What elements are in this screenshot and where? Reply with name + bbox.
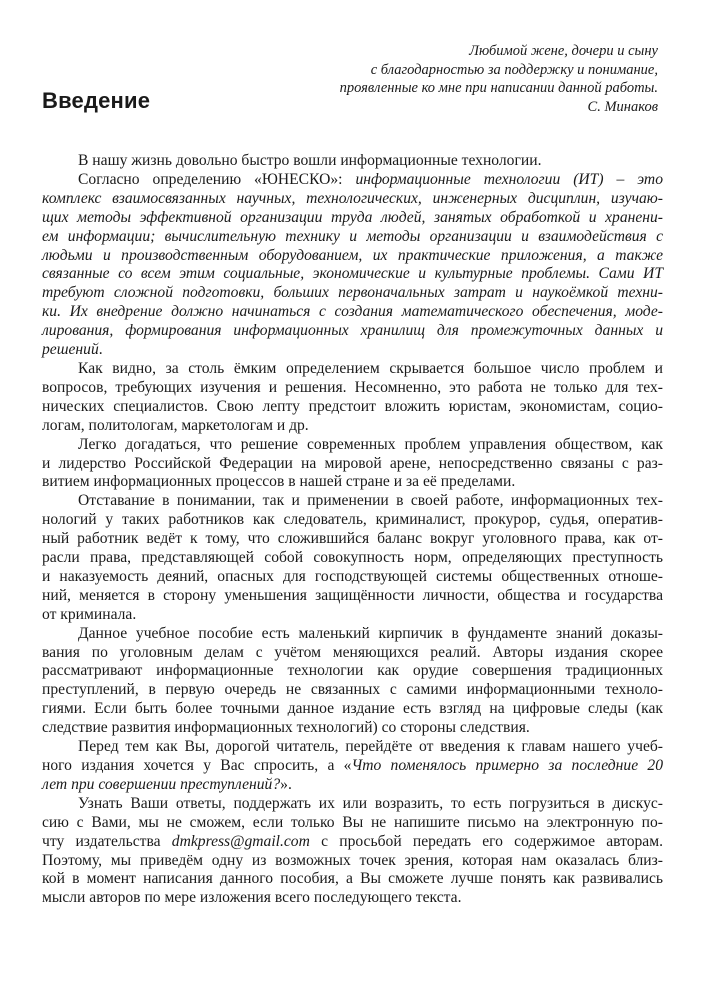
italic-text: комплекс взаимосвязанных научных, технологических, инженерных дисциплин, изучаю-: [42, 189, 663, 207]
italic-text: требуют сложной подготовки, больших первоначальных затрат и наукоёмкой техни-: [42, 284, 663, 302]
epigraph-author: С. Минаков: [587, 98, 658, 115]
text-line: гиями. Если быть более точными данное издание есть взгляд на цифровые следы (как: [42, 700, 663, 718]
text-line: [42, 833, 663, 852]
text-line: расли права, представляющей собой совокупность норм, определяющих преступность: [42, 549, 663, 567]
text-line: Отставание в понимании, так и применении в своей работе, информационных тех-: [78, 492, 663, 510]
text-line: ний, меняется в сторону уменьшения защищённости личности, общества и государства: [42, 586, 663, 604]
text-line: и лидерство Российской Федерации на мировой арене, непосредственно связаны с раз-: [42, 454, 663, 472]
text-line: вания по уголовным делам с учётом меняющихся реалий. Авторы издания скорее: [42, 643, 663, 661]
text-line: ный работник ведёт к тому, что сложившийся баланс вокруг уголовного права, как от-: [42, 530, 663, 548]
text-line: Перед тем как Вы, дорогой читатель, перейдёте от введения к главам нашего учеб-: [78, 738, 663, 756]
paragraph: [42, 795, 663, 908]
text-segment: .: [98, 341, 103, 359]
text-line: [42, 776, 663, 795]
paragraph: [42, 436, 663, 493]
italic-text: решений: [42, 341, 99, 359]
text-line: [42, 247, 663, 266]
text-segment: ного издания хочется у Вас спросить, а «: [42, 757, 352, 774]
text-line: [42, 303, 663, 322]
text-segment: Согласно определению «ЮНЕСКО»:: [78, 170, 356, 188]
italic-text: связанные со всем этим социальные, экономические и культурные проблемы. Сами ИТ: [42, 265, 663, 283]
text-line: нологий у таких работников как следователь, криминалист, прокурор, судья, оператив-: [42, 511, 663, 529]
text-line: вопросов, требующих изучения и решения. Несомненно, это работа не только для тех-: [42, 378, 663, 396]
text-line: Поэтому, мы приведём одну из возможных точек зрения, которая нам оказалась близ-: [42, 851, 663, 869]
text-line: следствие развития информационных технологий) со стороны следствия.: [42, 719, 530, 737]
text-line: Узнать Ваши ответы, поддержать их или возразить, то есть погрузиться в дискус-: [78, 794, 663, 812]
text-line: нических специалистов. Свою лепту предстоит вложить юристам, экономистам, социо-: [42, 397, 663, 415]
text-line: сию с Вами, мы не сможем, если только Вы не напишите письмо на электронную по-: [42, 813, 663, 831]
italic-text: ки. Их внедрение должно начинаться с создания математического обеспечения, моде-: [42, 303, 663, 321]
text-line: [42, 284, 663, 303]
epigraph-line: проявленные ко мне при написании данной работы.: [339, 80, 658, 96]
italic-text: лирования, формирования информационных хранилищ для промежуточных данных и: [42, 322, 663, 340]
italic-text: лет при совершении преступлений?: [42, 775, 281, 793]
text-line: [42, 341, 663, 360]
epigraph: [340, 42, 658, 116]
text-line: [42, 171, 663, 190]
text-line: Легко догадаться, что решение современных проблем управления обществом, как: [78, 435, 663, 453]
text-line: логам, политологам, маркетологам и др.: [42, 416, 309, 434]
paragraph: [42, 152, 663, 171]
text-line: витием информационных процессов в нашей стране и за её пределами.: [42, 473, 516, 491]
body-text: [42, 152, 663, 908]
italic-text: ем информации; вычислительную технику и методы организации и взаимодействия с: [42, 227, 663, 245]
italic-text: Что поменялось примерно за последние 20: [351, 757, 663, 774]
text-line: от криминала.: [42, 605, 137, 623]
page-title: Введение: [42, 88, 151, 113]
text-line: Данное учебное пособие есть маленький кирпичик в фундаменте знаний доказы-: [78, 624, 663, 642]
italic-text: щих методы эффективной организации труда людей, занятых обработкой и хранени-: [42, 208, 663, 226]
text-line: [42, 228, 663, 247]
text-line: и наказуемость деяний, опасных для господствующей системы общественных отноше-: [42, 567, 663, 585]
paragraph: [42, 738, 663, 795]
italic-text: dmkpress@gmail.com: [171, 832, 310, 850]
text-line: кой в момент написания данного пособия, а Вы сможете лучше понять как развивались: [42, 870, 663, 888]
text-line: Как видно, за столь ёмким определением скрывается большое число проблем и: [78, 359, 663, 377]
text-segment: чту издательства: [42, 832, 172, 850]
paragraph: [42, 625, 663, 738]
epigraph-line: Любимой жене, дочери и сыну: [469, 43, 658, 59]
text-line: [42, 190, 663, 209]
italic-text: людьми и производственным оборудованием, их практические приложения, а также: [42, 246, 663, 264]
paragraph: [42, 492, 663, 624]
paragraph: [42, 171, 663, 360]
text-segment: с просьбой передать его содержимое авторам.: [309, 832, 663, 850]
text-line: рассматривают информационные технологии как орудие совершения традиционных: [42, 662, 663, 680]
text-line: [42, 265, 663, 284]
text-line: преступлений, в первую очередь не связанных с самими информационными техноло-: [42, 681, 663, 699]
text-line: В нашу жизнь довольно быстро вошли информационные технологии.: [78, 152, 542, 169]
text-line: [42, 209, 663, 228]
text-line: [42, 757, 663, 776]
text-segment: ».: [280, 775, 292, 793]
italic-text: информационные технологии (ИТ) – это: [355, 170, 663, 188]
epigraph-line: с благодарностью за поддержку и понимание,: [370, 61, 658, 78]
text-line: мысли авторов по мере изложения всего последующего текста.: [42, 889, 462, 907]
paragraph: [42, 360, 663, 436]
text-line: [42, 322, 663, 341]
